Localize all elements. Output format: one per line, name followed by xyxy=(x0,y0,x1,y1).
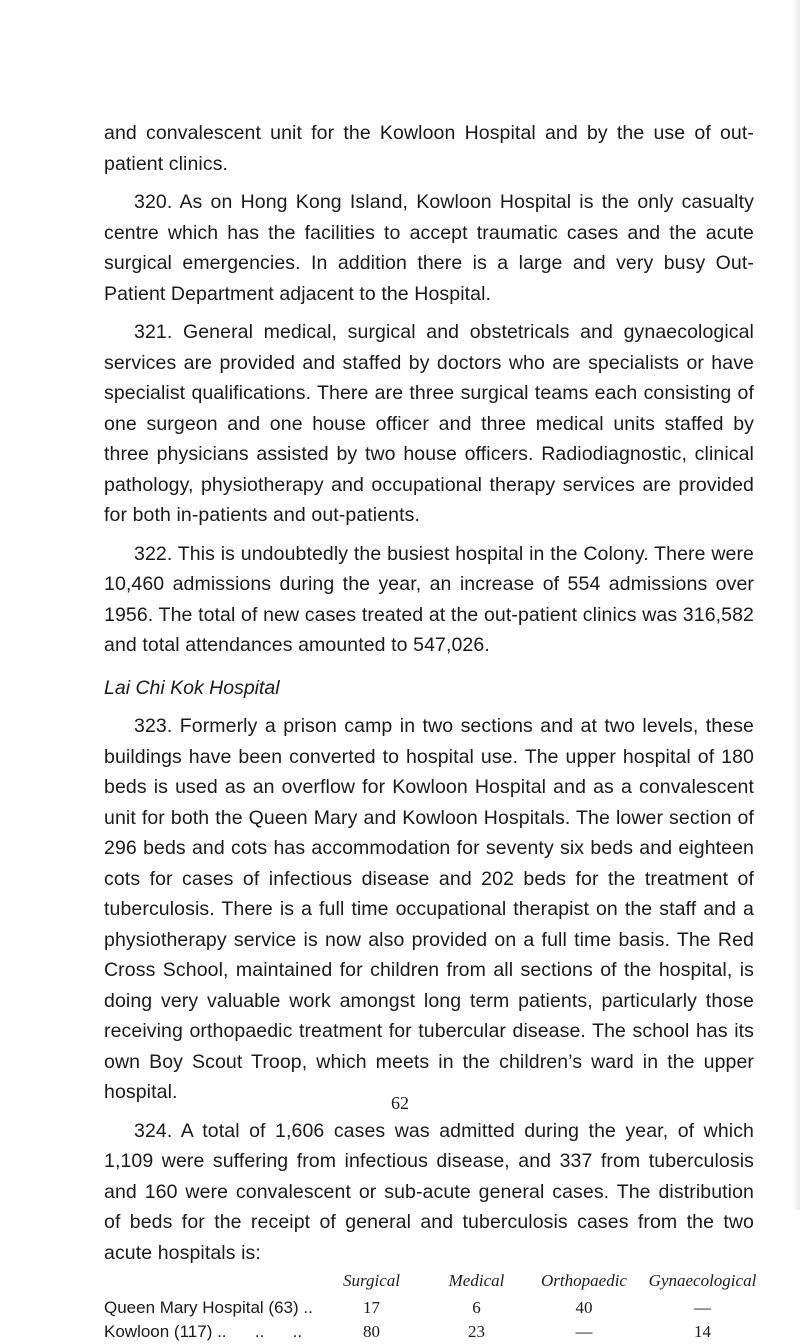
document-page xyxy=(104,118,757,1344)
paragraph-323: 323. Formerly a prison camp in two sections and at two levels, these buildings have been converted to hospital use. The upper hospital of 180 beds is used as an overflow for Kowloon Hospital and as a convalescent unit for both the Queen Mary and Kowloon Hospitals. The lower section of 296 beds and cots has accommodation for seventy six beds and eighteen cots for cases of infectious disease and 202 beds for the treatment of tuberculosis. There is a full time occupational therapist on the staff and a physiotherapy service is now also provided on a full time basis. The Red Cross School, maintained for children from all sections of the hospital, is doing very valuable work amongst long term patients, particularly those receiving orthopaedic treatment for tubercular disease. The school has its own Boy Scout Troop, which meets in the children’s ward in the upper hospital. xyxy=(104,715,754,1103)
table-header-medical: Medical xyxy=(448,1271,505,1290)
table-header-blank xyxy=(104,1270,319,1296)
row-label: Kowloon (117) .. .. .. xyxy=(104,1322,303,1341)
paragraph-321: 321. General medical, surgical and obstetricals and gynaecological services are provided and staffed by doctors who are specialists or have specialist qualifications. There are three surgical teams each consisting of one surgeon and one house officer and three medical units staffed by three physicians assisted by two house officers. Radiodiagnostic, clinical pathology, physiotherapy and occupational therapy services are provided for both in-patients and out-patients. xyxy=(104,321,754,526)
page-number: 62 xyxy=(391,1093,409,1113)
table-cell: 23 xyxy=(468,1322,485,1341)
row-label: Queen Mary Hospital (63) .. xyxy=(104,1298,313,1317)
beds-distribution-table xyxy=(104,1270,766,1344)
table-cell: — xyxy=(575,1322,593,1341)
paragraph-322: 322. This is undoubtedly the busiest hospital in the Colony. There were 10,460 admissions during the year, an increase of 554 admissions over 1956. The total of new cases treated at the out-patient clinics was 316,582 and total attendances amounted to 547,026. xyxy=(104,542,754,656)
table-cell: 14 xyxy=(694,1322,711,1341)
table-header-surgical: Surgical xyxy=(343,1271,400,1290)
table-cell: 40 xyxy=(575,1298,593,1317)
paragraph-324: 324. A total of 1,606 cases was admitted during the year, of which 1,109 were suffering from infectious disease, and 337 from tuberculosis and 160 were convalescent or sub-acute general cases. The distribution of beds for the receipt of general and tuberculosis cases from the two acute hospitals is: xyxy=(104,1119,754,1264)
table-header-row xyxy=(104,1270,766,1296)
table-row xyxy=(104,1320,766,1344)
section-heading: Lai Chi Kok Hospital xyxy=(104,676,280,699)
table-cell: — xyxy=(694,1298,711,1317)
table-row xyxy=(104,1296,766,1320)
page-edge-shadow xyxy=(792,0,800,1210)
table-header-gynaecological: Gynaecological xyxy=(648,1271,757,1290)
table-cell: 6 xyxy=(472,1298,481,1317)
table-header-orthopaedic: Orthopaedic xyxy=(541,1271,627,1290)
table-cell: 17 xyxy=(363,1298,380,1317)
paragraph-continuation: and convalescent unit for the Kowloon Hospital and by the use of out-patient clinics. xyxy=(104,122,754,175)
paragraph-320: 320. As on Hong Kong Island, Kowloon Hospital is the only casualty centre which has the facilities to accept traumatic cases and the acute surgical emergencies. In addition there is a large and very busy Out-Patient Department adjacent to the Hospital. xyxy=(104,191,754,305)
table-cell: 80 xyxy=(363,1322,380,1341)
